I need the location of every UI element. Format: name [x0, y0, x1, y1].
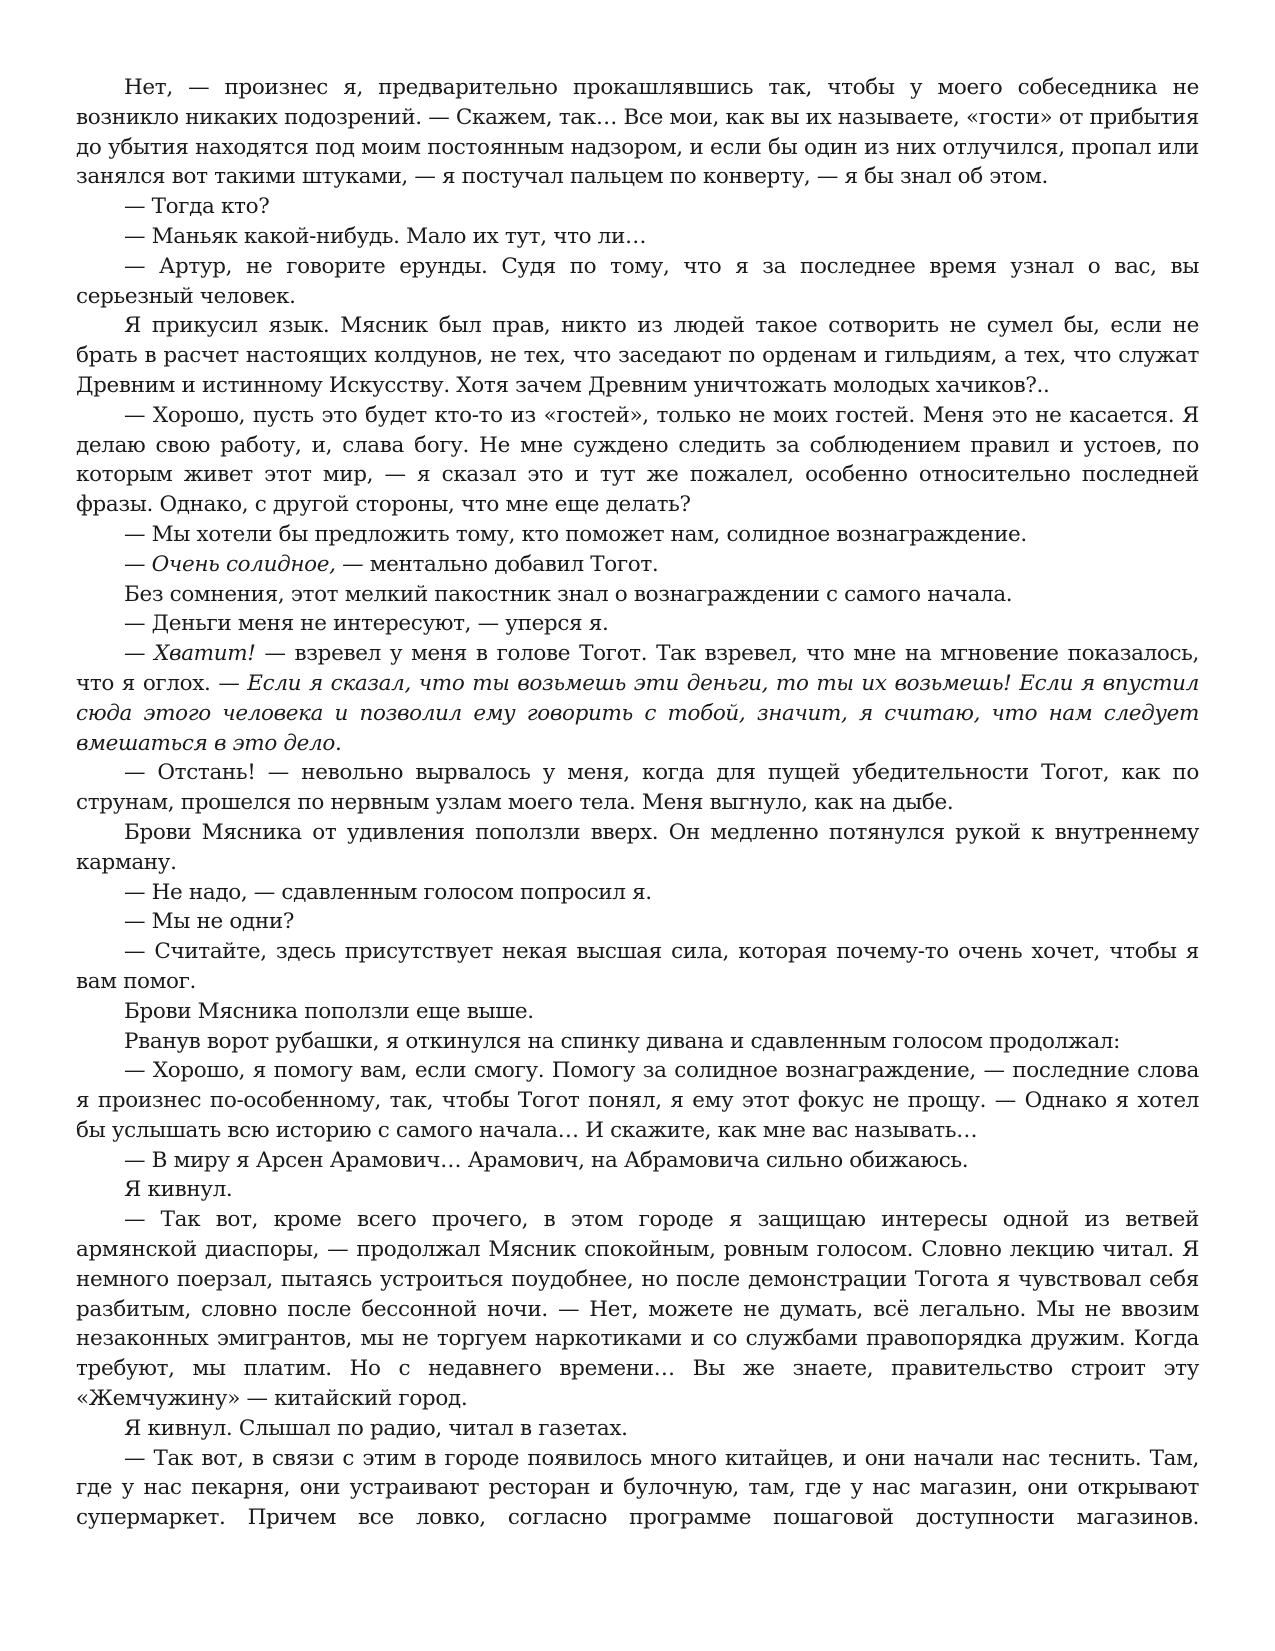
text-segment: Без сомнения, этот мелкий пакостник знал о вознаграждении с самого начала. [124, 581, 1013, 607]
text-segment: — взревел у меня в голове Тогот. Так взревел, что мне на мгновение показалось, что я оглох. — [76, 641, 1200, 696]
text-segment: Я кивнул. Слышал по радио, читал в газетах. [124, 1415, 628, 1441]
text-segment: — Артур, не говорите ерунды. Судя по тому, что я за последнее время узнал о вас, вы серьезный человек. [76, 253, 1199, 309]
paragraph [76, 311, 1199, 400]
paragraph [76, 580, 1199, 610]
paragraph [76, 818, 1199, 878]
text-segment: Я кивнул. [124, 1177, 233, 1203]
text-segment: — Хорошо, я помогу вам, если смогу. Помогу за солидное вознаграждение, — последние слова я произнес по-особенному, так, чтобы Тогот понял, я ему этот фокус не прощу. — Однако я хотел бы услышать всю историю с самого начала… И скажите, как мне вас называть… [76, 1058, 1199, 1143]
text-segment: — Так вот, кроме всего прочего, в этом городе я защищаю интересы одной из ветвей армянской диаспоры, — продолжал Мясник спокойным, ровным голосом. Словно лекцию читал. Я немного поерзал, пытаясь устроиться поудобнее, но после демонстрации Тогота я чувствовал себя разбитым, словно после бессонной ночи. — Нет, можете не думать, всё легально. Мы не ввозим незаконных эмигрантов, мы не торгуем наркотиками и со службами правопорядка дружим. Когда требуют, мы платим. Но с недавнего времени… Вы же знаете, правительство строит эту «Жемчужину» — китайский город. [76, 1207, 1199, 1412]
paragraph [76, 1146, 1199, 1176]
paragraph [76, 73, 1199, 192]
text-segment: — [124, 551, 152, 577]
text-segment: Нет, — произнес я, предварительно прокашлявшись так, чтобы у моего собеседника не возникло никаких подозрений. — Скажем, так… Все мои, как вы их называете, «гости» от прибытия до убытия находятся под моим постоянным надзором, и если бы один из них отлучился, пропал или занялся вот такими штуками, — я постучал пальцем по конверту, — я бы знал об этом. [76, 75, 1199, 190]
paragraph [76, 401, 1199, 520]
paragraph [76, 878, 1199, 908]
paragraph [76, 1027, 1199, 1057]
italic-text-segment: Если я сказал, что ты возьмешь эти деньги, то ты их возьмешь! Если я впустил сюда этого человека и позволил ему говорить с тобой, значит, я считаю, что нам следует вмешаться в это дело. [76, 670, 1199, 756]
text-segment: — [124, 641, 155, 667]
paragraph [76, 1414, 1199, 1444]
text-segment: — Деньги меня не интересуют, — уперся я. [124, 611, 609, 637]
text-body [76, 73, 1199, 1533]
text-segment: — Считайте, здесь присутствует некая высшая сила, которая почему-то очень хочет, чтобы я вам помог. [76, 939, 1199, 994]
text-segment: — Не надо, — сдавленным голосом попросил я. [124, 879, 652, 905]
paragraph [76, 222, 1199, 252]
paragraph [76, 550, 1199, 580]
text-segment: Брови Мясника от удивления поползли вверх. Он медленно потянулся рукой к внутреннему карману. [76, 819, 1199, 875]
text-segment: Я прикусил язык. Мясник был прав, никто из людей такое сотворить не сумел бы, если не брать в расчет настоящих колдунов, не тех, что заседают по орденам и гильдиям, а тех, что служат Древним и истинному Искусству. Хотя зачем Древним уничтожать молодых хачиков?.. [76, 313, 1199, 398]
text-segment: — Отстань! — невольно вырвалось у меня, когда для пущей убедительности Тогот, как по струнам, прошелся по нервным узлам моего тела. Меня выгнуло, как на дыбе. [76, 760, 1199, 816]
paragraph [76, 252, 1199, 312]
paragraph [76, 758, 1199, 818]
text-segment: Рванув ворот рубашки, я откинулся на спинку дивана и сдавленным голосом продолжал: [124, 1028, 1120, 1054]
text-segment: — Мы хотели бы предложить тому, кто поможет нам, солидное вознаграждение. [124, 521, 1027, 547]
paragraph [76, 1175, 1199, 1205]
paragraph [76, 639, 1199, 758]
paragraph [76, 1444, 1199, 1533]
text-segment: — В миру я Арсен Арамович… Арамович, на Абрамовича сильно обижаюсь. [124, 1147, 969, 1173]
text-segment: Брови Мясника поползли еще выше. [124, 998, 534, 1024]
italic-text-segment: Очень солидное, [151, 551, 336, 577]
paragraph [76, 192, 1199, 222]
paragraph [76, 1056, 1199, 1145]
italic-text-segment: Хватит! [154, 641, 256, 667]
text-segment: — Маньяк какой-нибудь. Мало их тут, что ли… [124, 223, 647, 249]
text-segment: — Так вот, в связи с этим в городе появилось много китайцев, и они начали нас теснить. Там, где у нас пекарня, они устраивают ресторан и булочную, там, где у нас магазин, они открывают супермаркет. Причем все ловко, согласно программе пошаговой доступности магазинов. [76, 1445, 1199, 1531]
paragraph [76, 937, 1199, 997]
text-segment: — Мы не одни? [124, 909, 295, 935]
paragraph [76, 997, 1199, 1027]
text-segment: — ментально добавил Тогот. [335, 551, 659, 577]
paragraph [76, 907, 1199, 937]
text-segment: — Тогда кто? [124, 194, 270, 220]
paragraph [76, 520, 1199, 550]
paragraph [76, 1205, 1199, 1414]
text-segment: — Хорошо, пусть это будет кто-то из «гостей», только не моих гостей. Меня это не касается. Я делаю свою работу, и, слава богу. Не мне суждено следить за соблюдением правил и устоев, по которым живет этот мир, — я сказал это и тут же пожалел, особенно относительно последней фразы. Однако, с другой стороны, что мне еще делать? [76, 402, 1199, 518]
paragraph [76, 609, 1199, 639]
